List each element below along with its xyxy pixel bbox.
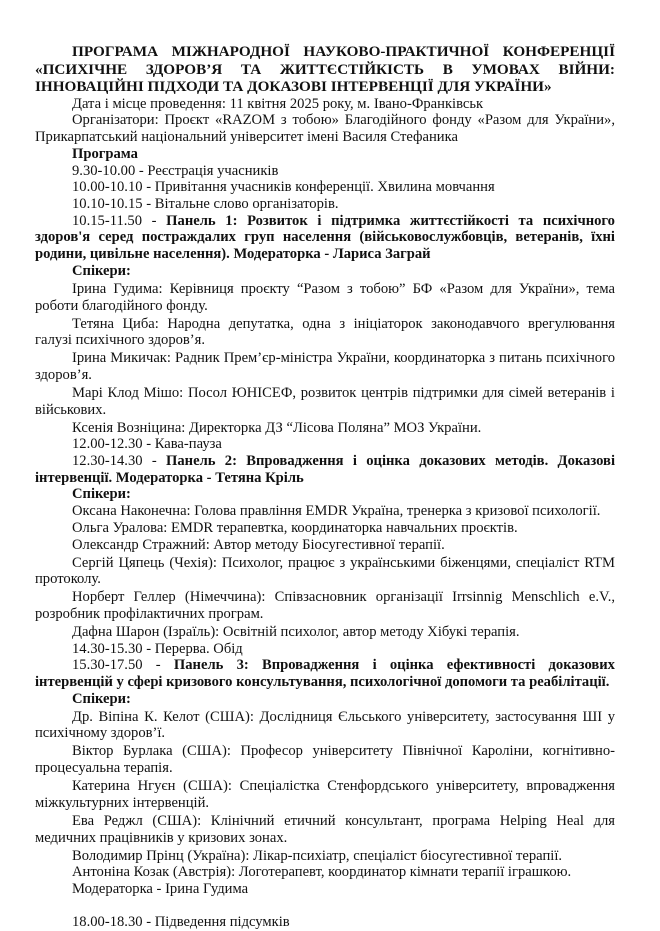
- time: 14.30-15.30: [72, 640, 143, 657]
- time: 15.30-17.50: [72, 657, 143, 674]
- speaker-item: Сергій Цяпець (Чехія): Психолог, працює з українськими біженцями, спеціаліст RTM протоколу.: [35, 554, 615, 588]
- schedule-item-panel-2: 12.30-14.30 - Панель 2: Впровадження і оцінка доказових методів. Доказові інтервенції. Модераторка - Тетяна Кріль: [35, 453, 615, 486]
- speaker-item: Марі Клод Мішо: Посол ЮНІСЕФ, розвиток центрів підтримки для сімей ветеранів і військових.: [35, 384, 615, 418]
- schedule-item-lunch: 14.30-15.30 - Перерва. Обід: [72, 640, 243, 657]
- item-text: Привітання учасників конференції. Хвилина мовчання: [154, 179, 495, 196]
- speaker-item: Ірина Микичак: Радник Прем’єр-міністра України, координаторка з питань психічного здоров’я.: [35, 350, 615, 383]
- document-page: [35, 43, 615, 931]
- speakers-label: Спікери:: [72, 690, 131, 707]
- item-text: Підведення підсумків: [154, 914, 290, 931]
- speaker-item: Катерина Нгуєн (США): Спеціалістка Стенфордського університету, впровадження міжкультурних інтервенцій.: [35, 778, 615, 811]
- schedule-item-panel-1: 10.15-11.50 - Панель 1: Розвиток і підтримка життєстійкості та психічного здоров'я серед постраждалих груп населення (військовослужбовців, ветеранів, їхні родини, цивільне населення). Модераторка - Лариса Заграй: [35, 212, 615, 263]
- schedule-item-welcome: 10.00-10.10 - Привітання учасників конференції. Хвилина мовчання: [72, 179, 495, 196]
- panel-title: Панель 2: Впровадження і оцінка доказових методів. Доказові інтервенції. Модераторка - Тетяна Кріль: [35, 453, 615, 486]
- time: 18.00-18.30: [72, 914, 143, 931]
- speaker-item: Дафна Шарон (Ізраїль): Освітній психолог, автор методу Хібукі терапія.: [72, 623, 520, 640]
- speaker-item: Ольга Уралова: EMDR терапевтка, координаторка навчальних проєктів.: [72, 519, 518, 536]
- speaker-item: Антоніна Козак (Австрія): Логотерапевт, координатор кімнати терапії іграшкою.: [72, 864, 572, 881]
- schedule-item-registration: 9.30-10.00 - Реєстрація учасників: [72, 162, 279, 179]
- speaker-item: Володимир Прінц (Україна): Лікар-психіатр, спеціаліст біосугестивної терапії.: [72, 847, 563, 864]
- schedule-item-closing: 18.00-18.30 - Підведення підсумків: [72, 914, 290, 931]
- panel-title: Панель 3: Впровадження і оцінка ефективності доказових інтервенцій у сфері кризового консультування, психологічної допомоги та реабілітації.: [35, 657, 615, 691]
- item-text: Кава-пауза: [154, 436, 222, 453]
- speaker-item: Ксенія Возніцина: Директорка ДЗ “Лісова Поляна” МОЗ України.: [72, 419, 482, 436]
- speakers-label: Спікери:: [72, 262, 131, 279]
- speaker-item: Ева Реджл (США): Клінічний етичний консультант, програма Helping Heal для медичних працівників у кризових зонах.: [35, 812, 615, 846]
- speaker-item: Ірина Гудима: Керівниця проєкту “Разом з тобою” БФ «Разом для України», тема роботи благодійного фонду.: [35, 280, 615, 314]
- item-text: Реєстрація учасників: [147, 162, 279, 179]
- schedule-item-coffee: 12.00-12.30 - Кава-пауза: [72, 436, 222, 453]
- panel-title: Панель 1: Розвиток і підтримка життєстійкості та психічного здоров'я серед постраждалих груп населення (військовослужбовців, ветеранів, їхні родини, цивільне населення). Модераторка - Лариса Заграй: [35, 212, 615, 263]
- speaker-item: Олександр Стражний: Автор методу Біосугестивної терапії.: [72, 536, 445, 553]
- document-title: [35, 43, 615, 96]
- panel-3-moderator: Модераторка - Ірина Гудима: [72, 880, 249, 897]
- item-text: Перерва. Обід: [154, 640, 243, 657]
- time: 12.00-12.30: [72, 436, 143, 453]
- blank-line: [35, 898, 615, 915]
- speaker-item: Віктор Бурлака (США): Професор університету Північної Кароліни, когнітивно-процесуальна терапія.: [35, 743, 615, 777]
- speaker-item: Др. Віпіна К. Келот (США): Дослідниця Єльського університету, застосування ШІ у психічному здоров’ї.: [35, 708, 615, 742]
- time: 12.30-14.30: [72, 453, 143, 470]
- time: 10.10-10.15: [72, 196, 143, 212]
- item-text: Вітальне слово організаторів.: [154, 196, 339, 212]
- time: 10.00-10.10: [72, 179, 143, 196]
- organizers: Організатори: Проєкт «RAZOM з тобою» Благодійного фонду «Разом для України», Прикарпатський національний університет імені Василя Стефаника: [35, 112, 615, 146]
- schedule-item-panel-3: 15.30-17.50 - Панель 3: Впровадження і оцінка ефективності доказових інтервенцій у сфері кризового консультування, психологічної допомоги та реабілітації.: [35, 657, 615, 691]
- date-place: Дата і місце проведення: 11 квітня 2025 року, м. Івано-Франківськ: [72, 95, 484, 112]
- speaker-item: Норберт Геллер (Німеччина): Співзасновник організації Irrsinnig Menschlich e.V., розробник профілактичних програм.: [35, 589, 615, 622]
- title-line-2: «ПСИХІЧНЕ ЗДОРОВ’Я ТА ЖИТТЄСТІЙКІСТЬ В УМОВАХ ВІЙНИ: ІННОВАЦІЙНІ ПІДХОДИ ТА ДОКАЗОВІ ІНТЕРВЕНЦІЇ ДЛЯ УКРАЇНИ»: [35, 60, 615, 96]
- schedule-item-organizers-word: 10.10-10.15 - Вітальне слово організаторів.: [72, 196, 339, 212]
- time: 10.15-11.50: [72, 212, 142, 229]
- speaker-item: Оксана Наконечна: Голова правління EMDR Україна, тренерка з кризової психології.: [72, 503, 601, 520]
- time: 9.30-10.00: [72, 162, 136, 179]
- speaker-item: Тетяна Циба: Народна депутатка, одна з ініціаторок законодавчого врегулювання галузі психічного здоров’я.: [35, 315, 615, 349]
- program-heading: Програма: [72, 145, 138, 162]
- title-line-1: ПРОГРАМА МІЖНАРОДНОЇ НАУКОВО-ПРАКТИЧНОЇ КОНФЕРЕНЦІЇ: [72, 43, 615, 60]
- speakers-label: Спікери:: [72, 486, 131, 503]
